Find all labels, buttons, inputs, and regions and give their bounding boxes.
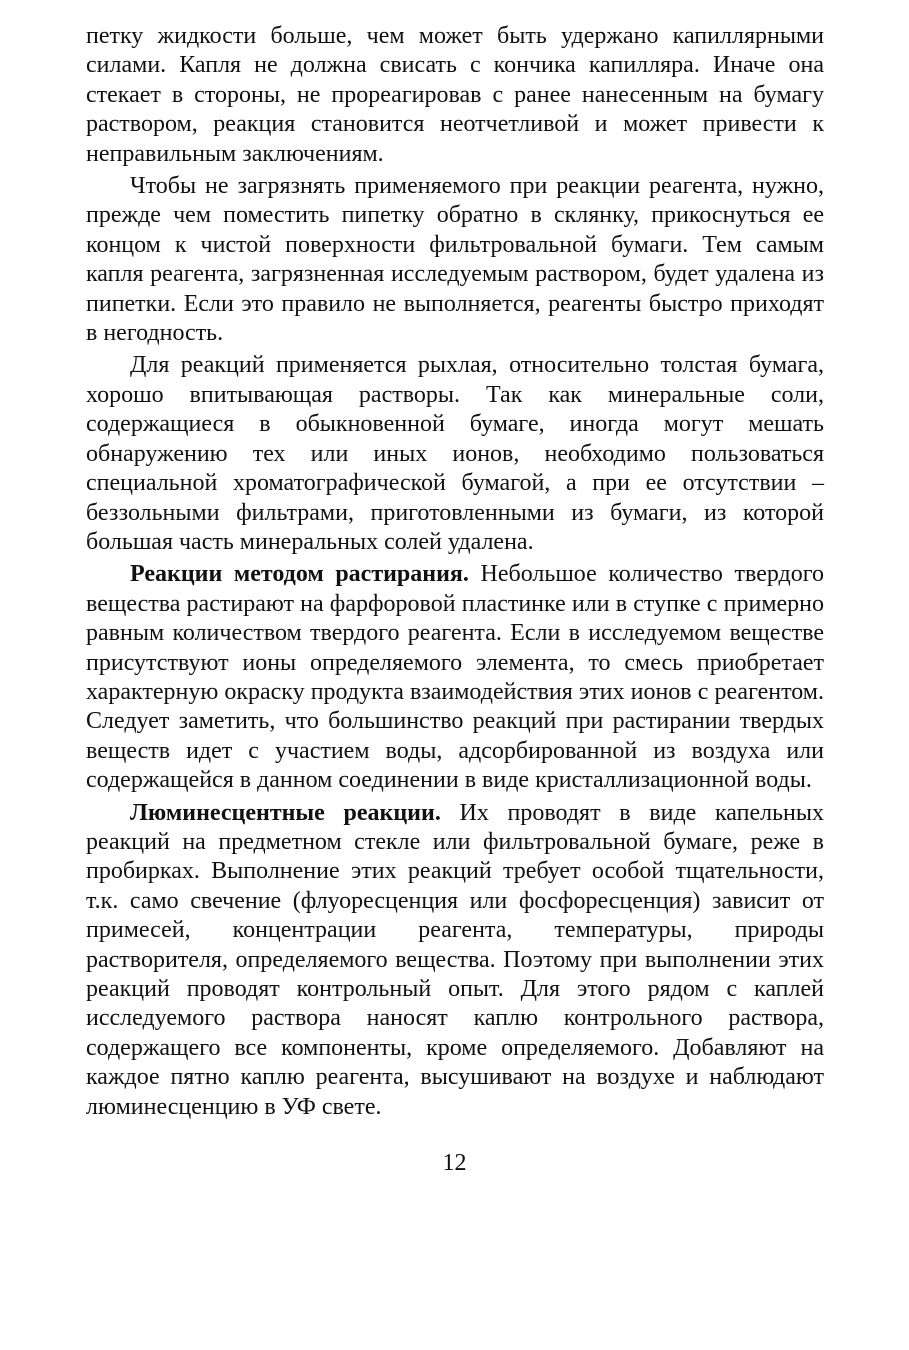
paragraph-5-text: Их проводят в виде капельных реакций на предметном стекле или фильтровальной бумаге, реже в пробирках. Выполнение этих реакций требует особой тщательности, т.к. само свечение (флуоресценция или фосфоресценция) зависит от примесей, концентрации реагента, температуры, природы растворителя, определяемого вещества. Поэтому при выполнении этих реакций проводят контрольный опыт. Для этого рядом с каплей исследуемого раствора наносят каплю контрольного раствора, содержащего все компоненты, кроме определяемого. Добавляют на каждое пятно каплю реагента, высушивают на воздухе и наблюдают люминесценцию в УФ свете. [86,799,825,1120]
page-body [86,22,824,1125]
page-number: 12 [442,1150,467,1176]
paragraph-2-text: Чтобы не загрязнять применяемого при реакции реагента, нужно, прежде чем поместить пипетку обратно в склянку, прикоснуться ее концом к чистой поверхности фильтровальной бумаги. Тем самым капля реагента, загрязненная исследуемым раствором, будет удалена из пипетки. Если это правило не выполняется, реагенты быстро приходят в негодность. [86,173,824,347]
paragraph-4 [86,560,824,795]
paragraph-3 [86,351,824,557]
paragraph-3-text: Для реакций применяется рыхлая, относительно толстая бумага, хорошо впитывающая растворы. Так как минеральные соли, содержащиеся в обыкновенной бумаге, иногда могут мешать обнаружению тех или иных ионов, необходимо пользоваться специальной хроматографической бумагой, а при ее отсутствии – беззольными фильтрами, приготовленными из бумаги, из которой большая часть минеральных солей удалена. [86,352,824,555]
paragraph-5-heading: Люминесцентные реакции. [130,799,441,826]
paragraph-1 [86,22,824,169]
paragraph-1-text: петку жидкости больше, чем может быть удержано капиллярными силами. Капля не должна свисать с кончика капилляра. Иначе она стекает в стороны, не прореагировав с ранее нанесенным на бумагу раствором, реакция становится неотчетливой и может привести к неправильным заключениям. [86,23,824,167]
paragraph-2 [86,172,824,348]
paragraph-4-heading: Реакции методом растирания. [130,561,469,588]
paragraph-4-text: Небольшое количество твердого вещества растирают на фарфоровой пластинке или в ступке с примерно равным количеством твердого реагента. Если в исследуемом веществе присутствуют ионы определяемого элемента, то смесь приобретает характерную окраску продукта взаимодействия этих ионов с реагентом. Следует заметить, что большинство реакций при растирании твердых веществ идет с участием воды, адсорбированной из воздуха или содержащейся в данном соединении в виде кристаллизационной воды. [86,561,824,794]
paragraph-5 [86,799,824,1122]
